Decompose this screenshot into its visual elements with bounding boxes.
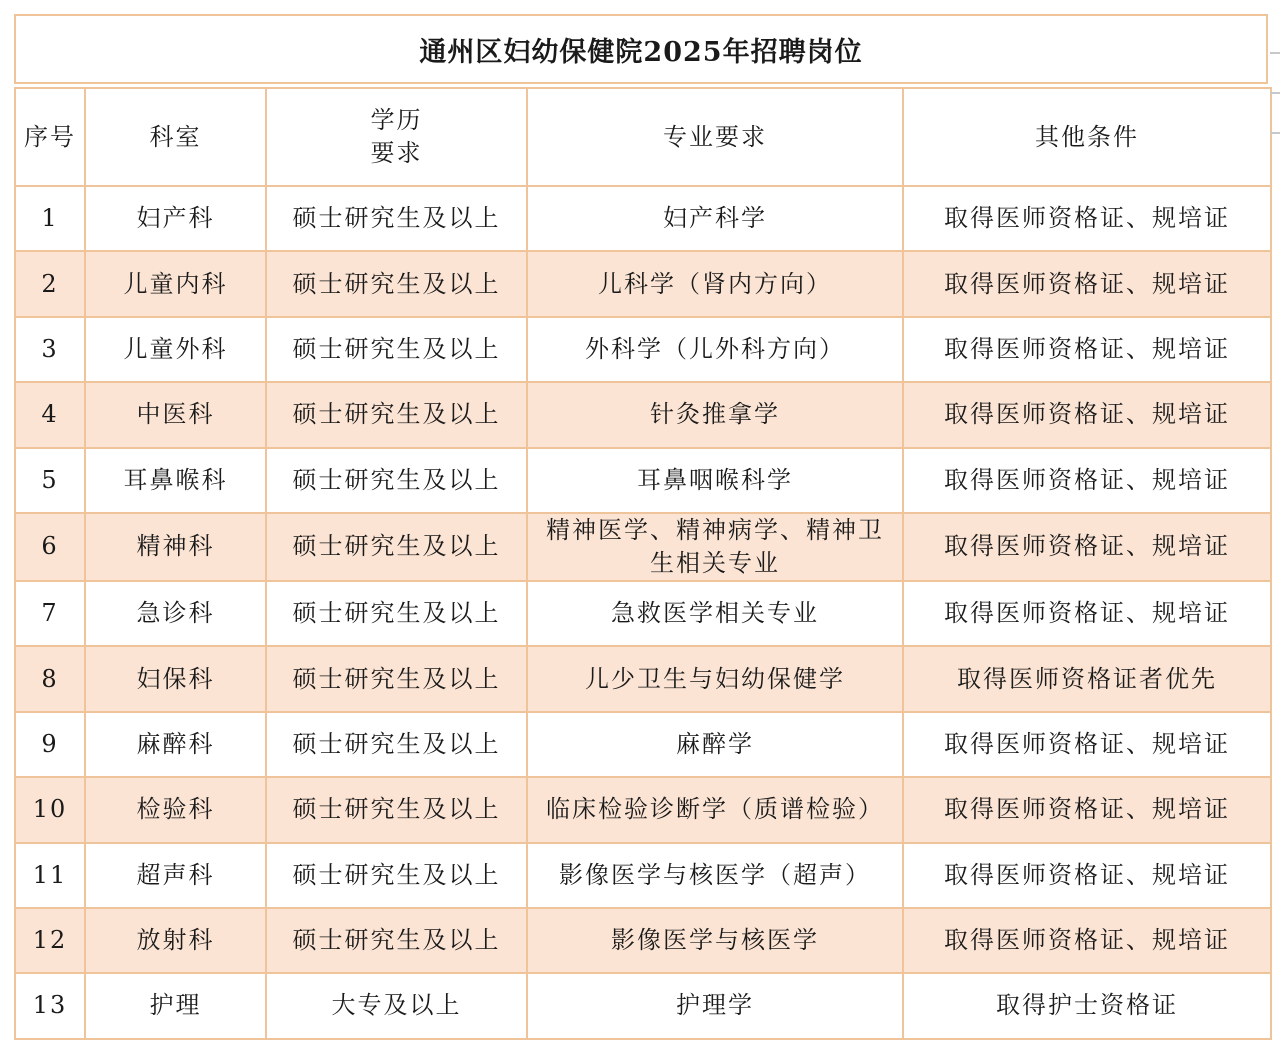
cell-education: 硕士研究生及以上 [266, 448, 527, 513]
cell-other: 取得医师资格证者优先 [903, 646, 1271, 711]
cell-major: 儿科学（肾内方向） [527, 251, 903, 316]
header-dept: 科室 [85, 88, 266, 186]
cell-education: 硕士研究生及以上 [266, 712, 527, 777]
edge-divider [1270, 132, 1280, 134]
cell-major: 精神医学、精神病学、精神卫生相关专业 [527, 513, 903, 581]
table-row [15, 513, 1271, 581]
cell-no: 6 [15, 513, 85, 581]
cell-dept: 精神科 [85, 513, 266, 581]
cell-no: 8 [15, 646, 85, 711]
cell-education: 硕士研究生及以上 [266, 513, 527, 581]
cell-other: 取得医师资格证、规培证 [903, 448, 1271, 513]
table-row [15, 251, 1271, 316]
header-row [15, 88, 1271, 186]
cell-no: 4 [15, 382, 85, 447]
cell-other: 取得医师资格证、规培证 [903, 382, 1271, 447]
cell-major: 麻醉学 [527, 712, 903, 777]
table-title: 通州区妇幼保健院2025年招聘岗位 [14, 14, 1268, 84]
cell-major: 影像医学与核医学（超声） [527, 843, 903, 908]
header-education-line2: 要求 [370, 139, 423, 167]
header-education-line1: 学历 [370, 106, 423, 134]
cell-education: 硕士研究生及以上 [266, 777, 527, 842]
cell-education: 硕士研究生及以上 [266, 186, 527, 251]
cell-no: 9 [15, 712, 85, 777]
cell-dept: 儿童内科 [85, 251, 266, 316]
cell-no: 3 [15, 317, 85, 382]
cell-education: 硕士研究生及以上 [266, 581, 527, 646]
cell-dept: 妇保科 [85, 646, 266, 711]
cell-other: 取得医师资格证、规培证 [903, 581, 1271, 646]
cell-education: 硕士研究生及以上 [266, 646, 527, 711]
cell-dept: 放射科 [85, 908, 266, 973]
table-row [15, 448, 1271, 513]
table-row [15, 712, 1271, 777]
cell-dept: 耳鼻喉科 [85, 448, 266, 513]
cell-dept: 超声科 [85, 843, 266, 908]
table-row [15, 317, 1271, 382]
cell-other: 取得医师资格证、规培证 [903, 908, 1271, 973]
table-row [15, 973, 1271, 1038]
cell-no: 11 [15, 843, 85, 908]
recruitment-table [14, 87, 1272, 1040]
header-no: 序号 [15, 88, 85, 186]
cell-major: 耳鼻咽喉科学 [527, 448, 903, 513]
cell-no: 12 [15, 908, 85, 973]
table-row [15, 908, 1271, 973]
cell-major: 针灸推拿学 [527, 382, 903, 447]
cell-other: 取得医师资格证、规培证 [903, 251, 1271, 316]
cell-no: 7 [15, 581, 85, 646]
cell-other: 取得医师资格证、规培证 [903, 513, 1271, 581]
cell-major: 护理学 [527, 973, 903, 1038]
edge-divider [1270, 52, 1280, 54]
cell-dept: 检验科 [85, 777, 266, 842]
cell-major: 急救医学相关专业 [527, 581, 903, 646]
edge-divider [1270, 92, 1280, 94]
cell-other: 取得医师资格证、规培证 [903, 186, 1271, 251]
cell-dept: 儿童外科 [85, 317, 266, 382]
cell-other: 取得医师资格证、规培证 [903, 777, 1271, 842]
cell-major: 影像医学与核医学 [527, 908, 903, 973]
cell-no: 2 [15, 251, 85, 316]
table-row [15, 186, 1271, 251]
table-row [15, 581, 1271, 646]
cell-other: 取得护士资格证 [903, 973, 1271, 1038]
cell-major: 儿少卫生与妇幼保健学 [527, 646, 903, 711]
cell-dept: 中医科 [85, 382, 266, 447]
cell-education: 大专及以上 [266, 973, 527, 1038]
cell-major: 妇产科学 [527, 186, 903, 251]
cell-other: 取得医师资格证、规培证 [903, 712, 1271, 777]
table-row [15, 646, 1271, 711]
cell-dept: 急诊科 [85, 581, 266, 646]
cell-education: 硕士研究生及以上 [266, 382, 527, 447]
cell-no: 10 [15, 777, 85, 842]
header-education [266, 88, 527, 186]
cell-major: 外科学（儿外科方向） [527, 317, 903, 382]
table-row [15, 843, 1271, 908]
cell-dept: 妇产科 [85, 186, 266, 251]
cell-education: 硕士研究生及以上 [266, 843, 527, 908]
cell-no: 5 [15, 448, 85, 513]
cell-dept: 麻醉科 [85, 712, 266, 777]
cell-other: 取得医师资格证、规培证 [903, 317, 1271, 382]
table-row [15, 382, 1271, 447]
cell-no: 13 [15, 973, 85, 1038]
cell-no: 1 [15, 186, 85, 251]
cell-major: 临床检验诊断学（质谱检验） [527, 777, 903, 842]
header-other: 其他条件 [903, 88, 1271, 186]
table-row [15, 777, 1271, 842]
cell-other: 取得医师资格证、规培证 [903, 843, 1271, 908]
cell-education: 硕士研究生及以上 [266, 251, 527, 316]
header-major: 专业要求 [527, 88, 903, 186]
cell-education: 硕士研究生及以上 [266, 317, 527, 382]
cell-education: 硕士研究生及以上 [266, 908, 527, 973]
cell-dept: 护理 [85, 973, 266, 1038]
